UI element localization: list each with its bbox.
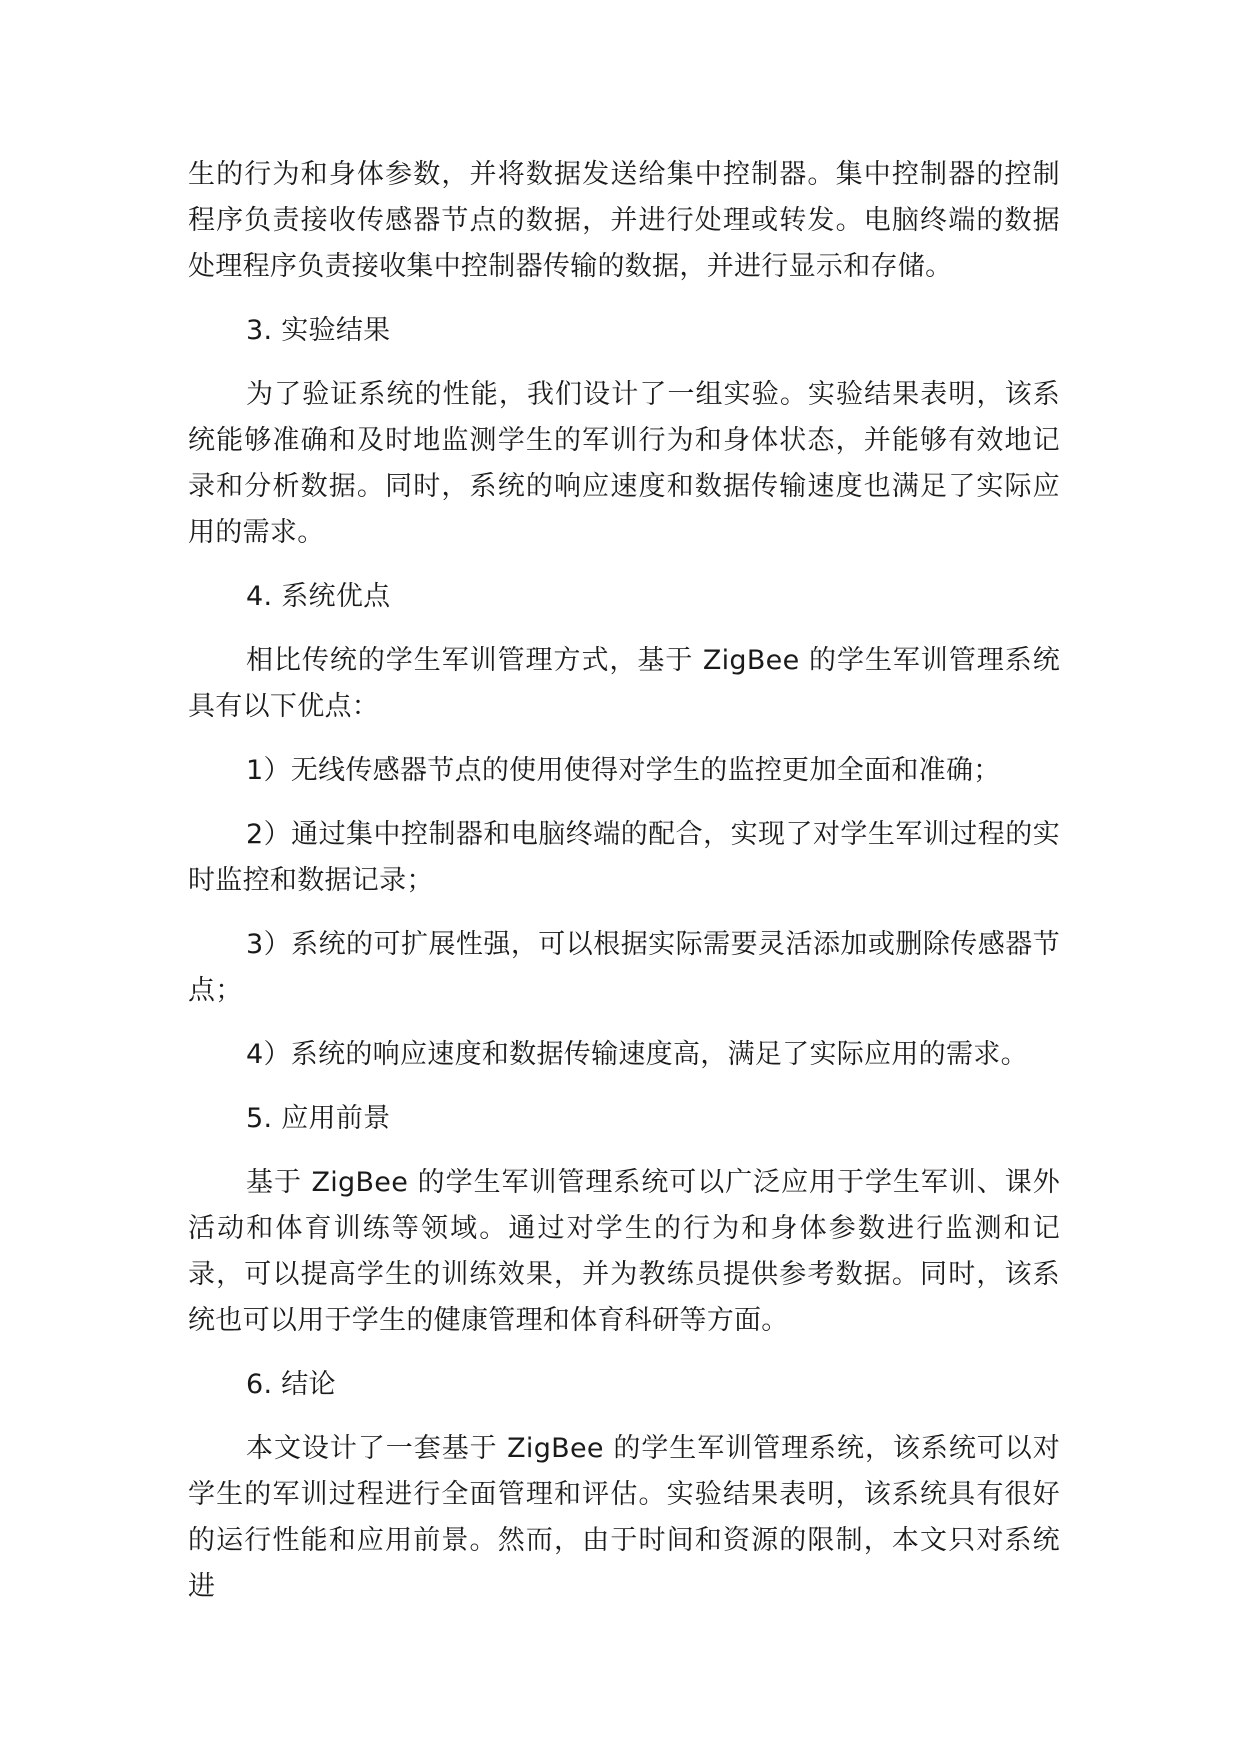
section-heading-results: 3. 实验结果: [246, 315, 391, 346]
paragraph-conclusion: 本文设计了一套基于 ZigBee 的学生军训管理系统，该系统可以对学生的军训过程进行全面管理和评估。实验结果表明，该系统具有很好的运行性能和应用前景。然而，由于时间和资源的限制，本文只对系统进: [188, 1433, 1060, 1602]
paragraph-continued: 生的行为和身体参数，并将数据发送给集中控制器。集中控制器的控制程序负责接收传感器节点的数据，并进行处理或转发。电脑终端的数据处理程序负责接收集中控制器传输的数据，并进行显示和存储。: [188, 159, 1060, 282]
list-item-advantage-2: 2）通过集中控制器和电脑终端的配合，实现了对学生军训过程的实时监控和数据记录；: [188, 819, 1060, 896]
paragraph-advantages-intro: 相比传统的学生军训管理方式，基于 ZigBee 的学生军训管理系统具有以下优点：: [188, 645, 1060, 722]
section-heading-advantages: 4. 系统优点: [246, 581, 391, 612]
document-body: [188, 152, 1060, 1628]
list-item-advantage-4: 4）系统的响应速度和数据传输速度高，满足了实际应用的需求。: [246, 1039, 1028, 1070]
list-item-advantage-3: 3）系统的可扩展性强，可以根据实际需要灵活添加或删除传感器节点；: [188, 929, 1060, 1006]
section-heading-conclusion: 6. 结论: [246, 1369, 336, 1400]
section-heading-prospects: 5. 应用前景: [246, 1103, 391, 1134]
list-item-advantage-1: 1）无线传感器节点的使用使得对学生的监控更加全面和准确；: [246, 755, 1001, 786]
paragraph-prospects: 基于 ZigBee 的学生军训管理系统可以广泛应用于学生军训、课外活动和体育训练等领域。通过对学生的行为和身体参数进行监测和记录，可以提高学生的训练效果，并为教练员提供参考数据。同时，该系统也可以用于学生的健康管理和体育科研等方面。: [188, 1167, 1060, 1336]
paragraph-results: 为了验证系统的性能，我们设计了一组实验。实验结果表明，该系统能够准确和及时地监测学生的军训行为和身体状态，并能够有效地记录和分析数据。同时，系统的响应速度和数据传输速度也满足了实际应用的需求。: [188, 379, 1060, 548]
